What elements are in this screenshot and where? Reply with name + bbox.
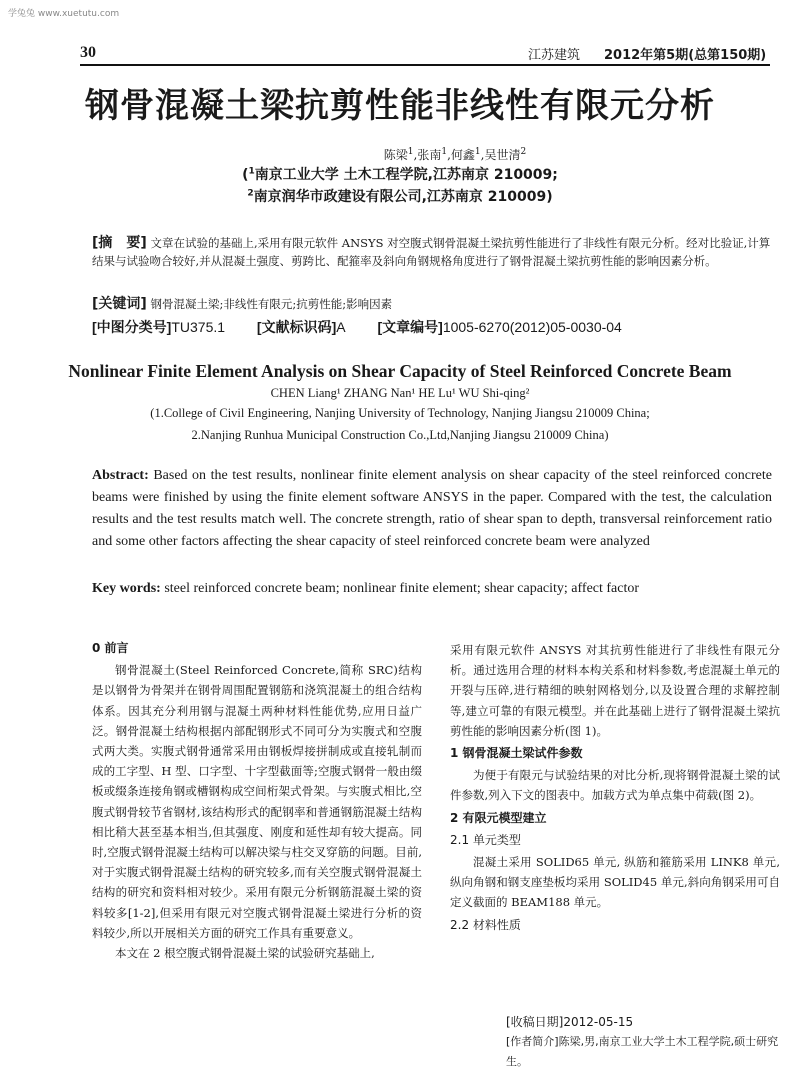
title-cn: 钢骨混凝土梁抗剪性能非线性有限元分析 — [85, 86, 715, 126]
author-name: 吴世清 — [484, 148, 521, 162]
paragraph: 钢骨混凝土(Steel Reinforced Concrete,简称 SRC)结构是以钢骨为骨架并在钢骨周围配置钢筋和浇筑混凝土的组合结构体系。因其充分利用钢与混凝土两种材料性能优势,应用日益广泛。钢骨混凝土结构根据内部配钢形式不同可分为实腹式和空腹式两大类。实腹式钢骨通常采用由钢板焊接拼制成或直接轧制而成的工字型、H 型、口字型、十字型截面等;空腹式钢骨一般由缀板或缀条连接角钢或槽钢构成空间桁架式骨架。与实腹式相比,空腹式钢骨较节省钢材,该结构形式的配钢率和普通钢筋混凝土结构相比稍大甚至基本相当,但其强度、刚度和延性却有较大提高。同时,空腹式钢骨混凝土结构可以解决梁与柱交叉穿筋的问题。目前,对于实腹式钢骨混凝土结构的研究较多,而有关空腹式钢骨混凝土结构的研究和资料相对较少。采用有限元分析钢筋混凝土梁的资料较多[1-2],但采用有限元对空腹式钢骨混凝土梁进行分析的资料较少,所以开展相关方面的研究工作具有重要意义。 — [92, 663, 422, 940]
clc-label: [中图分类号] — [92, 319, 172, 335]
aff-text: 南京工业大学 土木工程学院,江苏南京 210009; — [254, 167, 558, 183]
watermark-text: 学兔兔 www.xuetutu.com — [8, 9, 120, 19]
abstract-en — [92, 465, 772, 553]
keywords-cn-text: 钢骨混凝土梁;非线性有限元;抗剪性能;影响因素 — [150, 297, 393, 311]
keywords-en — [92, 578, 772, 600]
clc-value: TU375.1 — [171, 319, 226, 335]
keywords-en-text: steel reinforced concrete beam; nonlinear finite element; shear capacity; affect factor — [164, 581, 640, 596]
abstract-en-text: Based on the test results, nonlinear finite element analysis on shear capacity of the steel reinforced concrete beams were finished by using the finite element software ANSYS in the paper. Compared with the test, the calculation results and the test results match well. The concrete strength, ratio of shear span to depth, transversal reinforcement ratio and some other factors affecting the shear capacity of steel reinforced concrete beam were analyzed — [92, 468, 772, 549]
abstract-en-label: Abstract: — [92, 468, 149, 483]
section-1-heading: 1 钢骨混凝土梁试件参数 — [450, 746, 583, 761]
clc-field — [92, 319, 239, 335]
keywords-cn — [92, 295, 772, 313]
classification-row — [92, 317, 650, 337]
article-no-field — [377, 319, 635, 335]
aff-text: 南京润华市政建设有限公司,江苏南京 210009) — [253, 189, 553, 205]
doc-code-label: [文献标识码] — [256, 319, 337, 335]
aff-sup: 2 — [247, 188, 254, 199]
journal-name: 江苏建筑 — [528, 48, 581, 63]
paragraph: 混凝土采用 SOLID65 单元, 纵筋和箍筋采用 LINK8 单元,纵向角钢和钢支座垫板均采用 SOLID45 单元,斜向角钢采用可自定义截面的 BEAM188 单元。 — [450, 855, 780, 910]
author-name: 张南 — [417, 148, 442, 162]
abstract-cn — [92, 234, 772, 270]
keywords-en-label: Key words: — [92, 581, 161, 596]
doc-code-value: A — [336, 319, 346, 335]
author-sup: 1 — [474, 147, 481, 157]
article-no-value: 1005-6270(2012)05-0030-04 — [442, 319, 622, 335]
doc-code-field — [257, 319, 360, 335]
section-2-heading: 2 有限元模型建立 — [450, 810, 547, 825]
aff-open-paren: ( — [242, 167, 249, 183]
aff-sup: 1 — [248, 166, 255, 177]
received-date: [收稿日期]2012-05-15 — [506, 1015, 634, 1029]
abstract-cn-text: 文章在试验的基础上,采用有限元软件 ANSYS 对空腹式钢骨混凝土梁抗剪性能进行了非线性有限元分析。经对比验证,计算结果与试验吻合较好,并从混凝土强度、剪跨比、配箍率及斜向角钢规格角度进行了钢骨混凝土梁抗剪性能的影响因素分析。 — [92, 236, 771, 268]
section-2-2-heading: 2.2 材料性质 — [450, 917, 521, 932]
author-name: 何鑫 — [450, 148, 475, 162]
page-number: 30 — [80, 44, 96, 61]
paragraph: 本文在 2 根空腹式钢骨混凝土梁的试验研究基础上, — [115, 946, 375, 961]
affiliation-cn-1 — [0, 164, 800, 184]
issue-info: 2012年第5期(总第150期) — [604, 48, 767, 63]
paragraph: 采用有限元软件 ANSYS 对其抗剪性能进行了非线性有限元分析。通过选用合理的材料本构关系和材料参数,考虑混凝土单元的开裂与压碎,进行精细的映射网格划分,以及设置合理的求解控制等,建立可靠的有限元模型。并在此基础上进行了钢骨混凝土梁抗剪性能的影响因素分析(图 1)。 — [450, 643, 780, 738]
author-sup: 1 — [441, 147, 448, 157]
author-bio: [作者简介]陈梁,男,南京工业大学土木工程学院,硕士研究生。 — [506, 1035, 779, 1068]
article-no-label: [文章编号] — [377, 319, 443, 335]
left-column — [92, 636, 422, 963]
section-0-heading: 0 前言 — [92, 641, 129, 655]
title-en: Nonlinear Finite Element Analysis on Shear Capacity of Steel Reinforced Concrete Beam — [68, 361, 732, 381]
author-sup: 2 — [520, 147, 527, 157]
affiliation-cn-2 — [0, 186, 800, 206]
paragraph: 为便于有限元与试验结果的对比分析,现将钢骨混凝土梁的试件参数,列入下文的图表中。加载方式为单点集中荷载(图 2)。 — [450, 768, 780, 803]
keywords-cn-label: [关键词] — [92, 296, 147, 312]
right-column — [450, 640, 780, 937]
header-rule — [80, 64, 770, 66]
affiliation-en-2: 2.Nanjing Runhua Municipal Construction Co.,Ltd,Nanjing Jiangsu 210009 China) — [191, 428, 609, 442]
authors-cn: 陈梁$^1$,张南$^1$,何鑫$^1$,吴世清$^2$ — [383, 147, 527, 162]
author-name: 陈梁 — [383, 148, 408, 162]
section-2-1-heading: 2.1 单元类型 — [450, 832, 521, 847]
abstract-cn-label: [摘 要] — [92, 235, 147, 251]
authors-en: CHEN Liang¹ ZHANG Nan¹ HE Lu¹ WU Shi-qing² — [270, 386, 530, 400]
affiliation-en-1: (1.College of Civil Engineering, Nanjing University of Technology, Nanjing Jiangsu 210009 China; — [150, 406, 650, 420]
author-sup: 1 — [407, 147, 414, 157]
